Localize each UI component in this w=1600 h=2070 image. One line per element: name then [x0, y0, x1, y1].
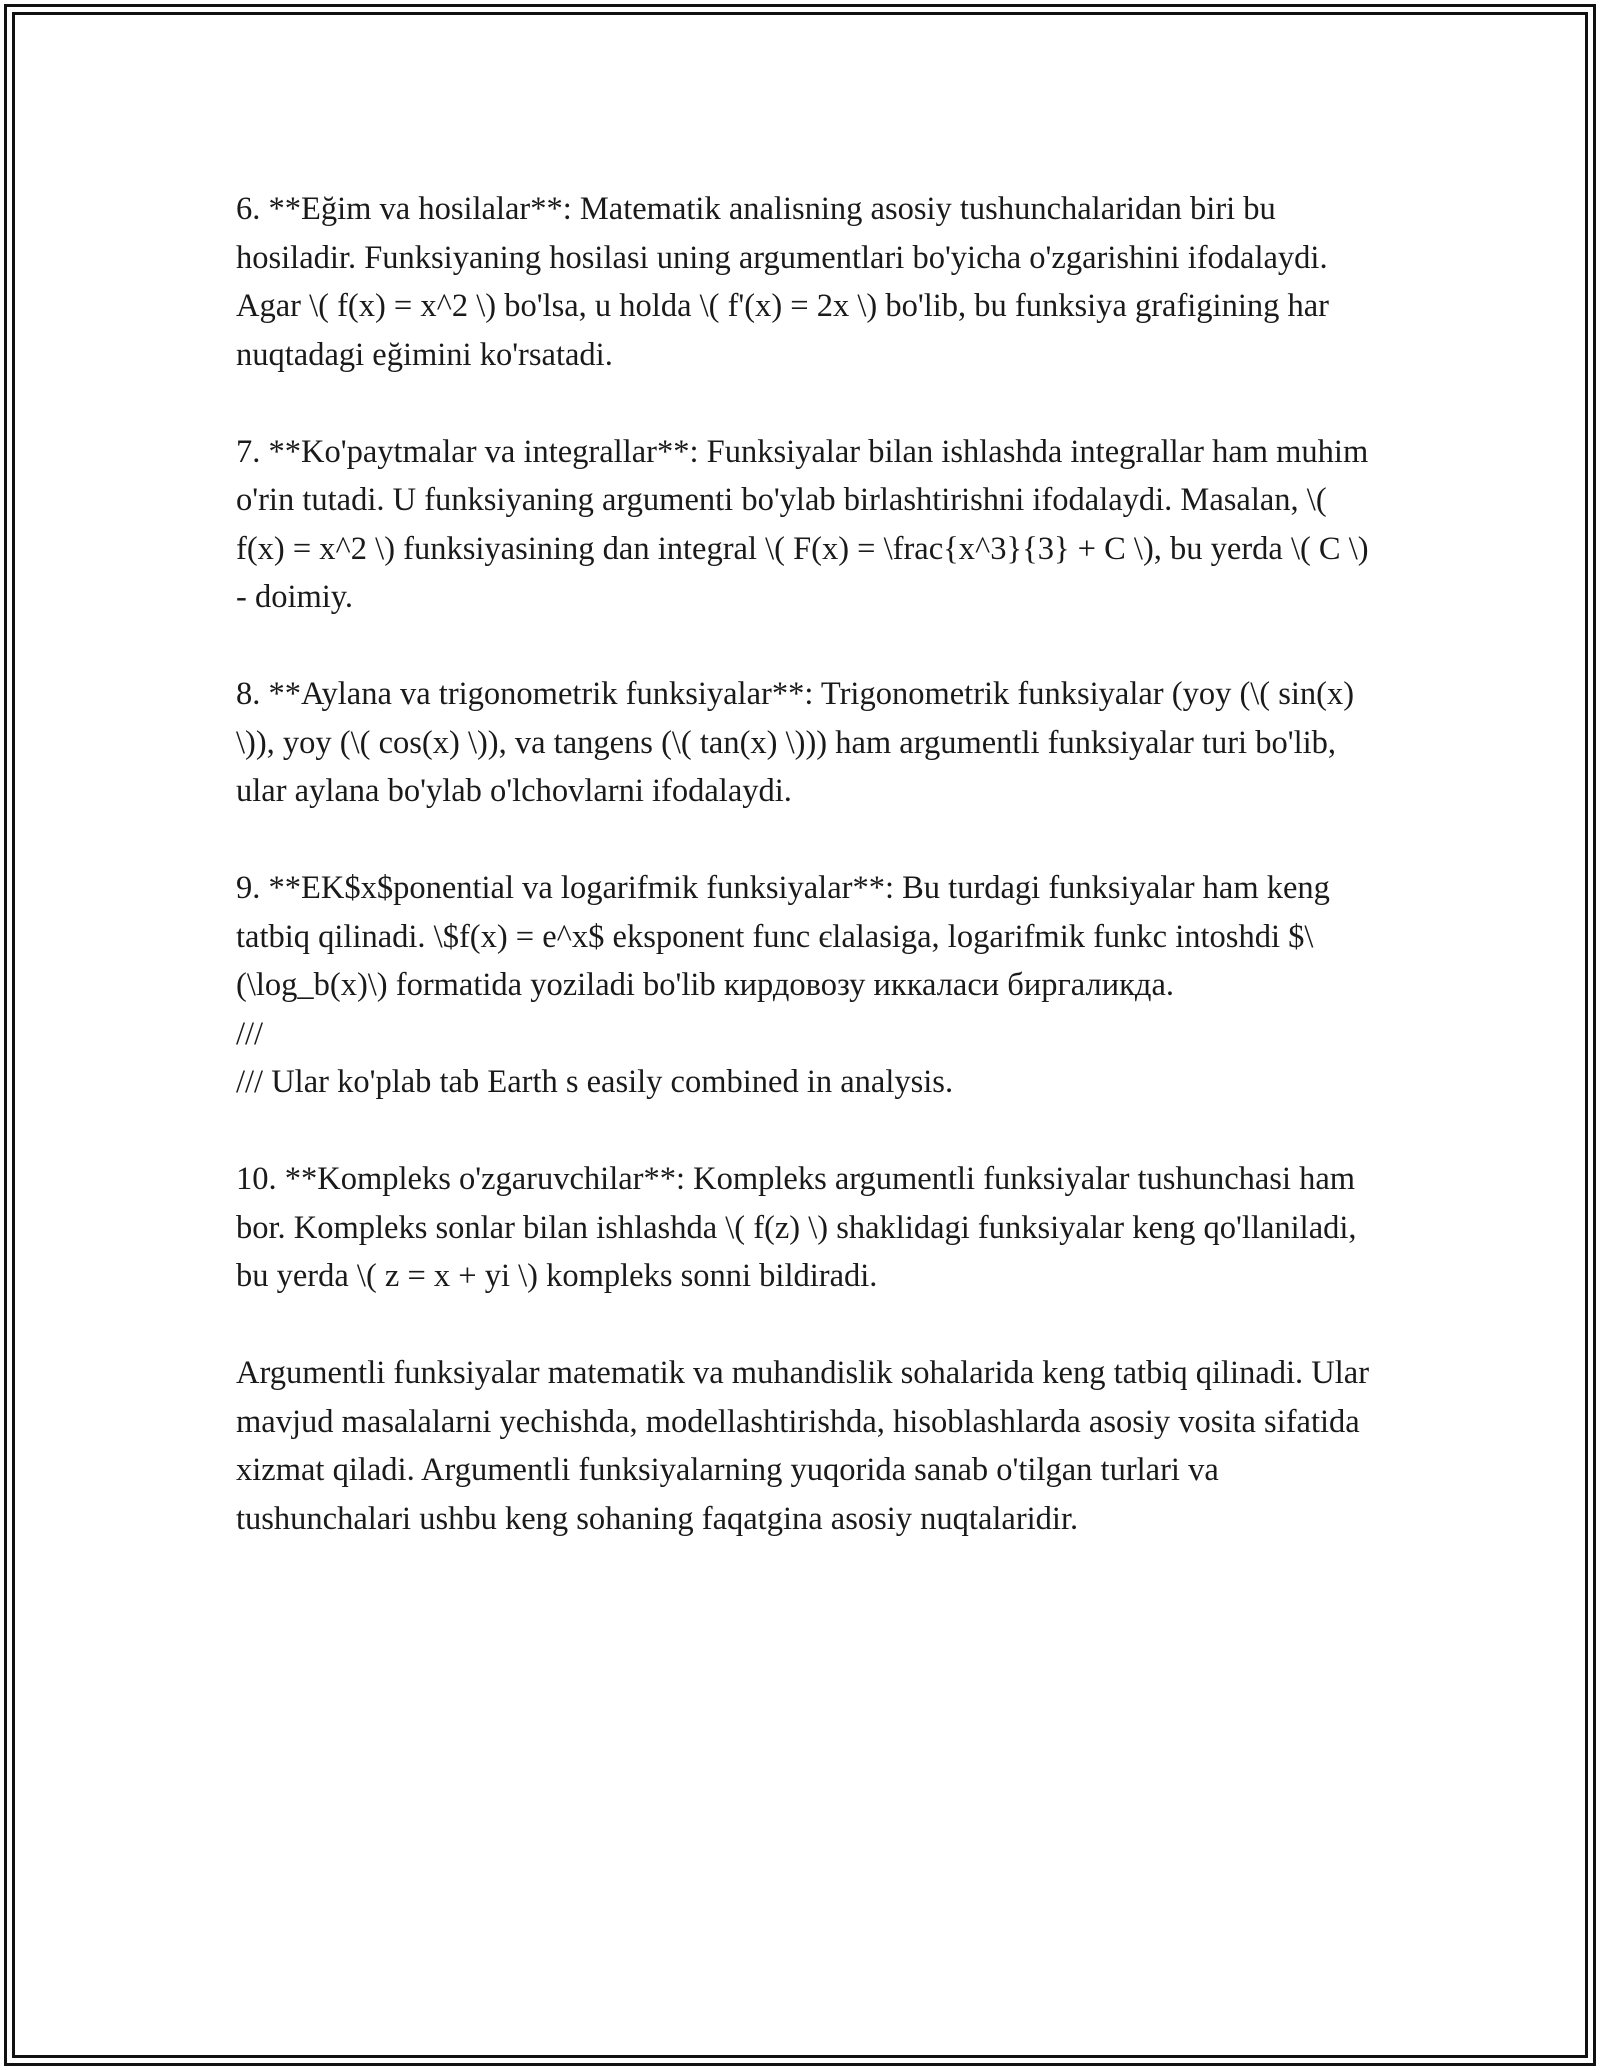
paragraph-complex: 10. **Kompleks o'zgaruvchilar**: Kompleks argumentli funksiyalar tushunchasi ham bor. Kompleks sonlar bilan ishlashda \( f(z) \) shaklidagi funksiyalar keng qo'llaniladi, bu yerda \( z = x + yi \) kompleks sonni bildiradi. [236, 1161, 1365, 1294]
paragraph-exponential: 9. **EK$x$ponential va logarifmik funksiyalar**: Bu turdagi funksiyalar ham keng tatbiq qilinadi. \$f(x) = e^x$ eksponent func єlalasiga, logarifmik funkc intoshdi $\(\log_b(x)\) formatida yoziladi bo'lib кирдовозу иккаласи биргаликда. [236, 870, 1339, 1003]
paragraph-conclusion: Argumentli funksiyalar matematik va muhandislik sohalarida keng tatbiq qilinadi. Ular mavjud masalalarni yechishda, modellashtirishda, hisoblashlarda asosiy vosita sifatida xizmat qiladi. Argumentli funksiyalarning yuqorida sanab o'tilgan turlari va tushunchalari ushbu keng sohaning faqatgina asosiy nuqtalaridir. [236, 1355, 1378, 1537]
paragraph-analysis-note: /// Ular ko'plab tab Earth s easily combined in analysis. [236, 1064, 954, 1100]
separator-line: /// [236, 1015, 264, 1052]
paragraph-integrals: 7. **Ko'paytmalar va integrallar**: Funksiyalar bilan ishlashda integrallar ham muhim o'rin tutadi. U funksiyaning argumenti bo'ylab birlashtirishni ifodalaydi. Masalan, \( f(x) = x^2 \) funksiyasining dan integral \( F(x) = \frac{x^3}{3} + C \), bu yerda \( C \) - doimiy. [236, 433, 1377, 615]
document-body [236, 185, 1378, 1592]
paragraph-derivatives: 6. **Eğim va hosilalar**: Matematik analisning asosiy tushunchalaridan biri bu hosiladir. Funksiyaning hosilasi uning argumentlari bo'yicha o'zgarishini ifodalaydi. Agar \( f(x) = x^2 \) bo'lsa, u holda \( f'(x) = 2x \) bo'lib, bu funksiya grafigining har nuqtadagi eğimini ko'rsatadi. [236, 191, 1338, 373]
paragraph-trigonometric: 8. **Aylana va trigonometrik funksiyalar**: Trigonometrik funksiyalar (yoy (\( sin(x) \)), yoy (\( cos(x) \)), va tangens (\( tan(x) \))) ham argumentli funksiyalar turi bo'lib, ular aylana bo'ylab o'lchovlarni ifodalaydi. [236, 676, 1363, 809]
